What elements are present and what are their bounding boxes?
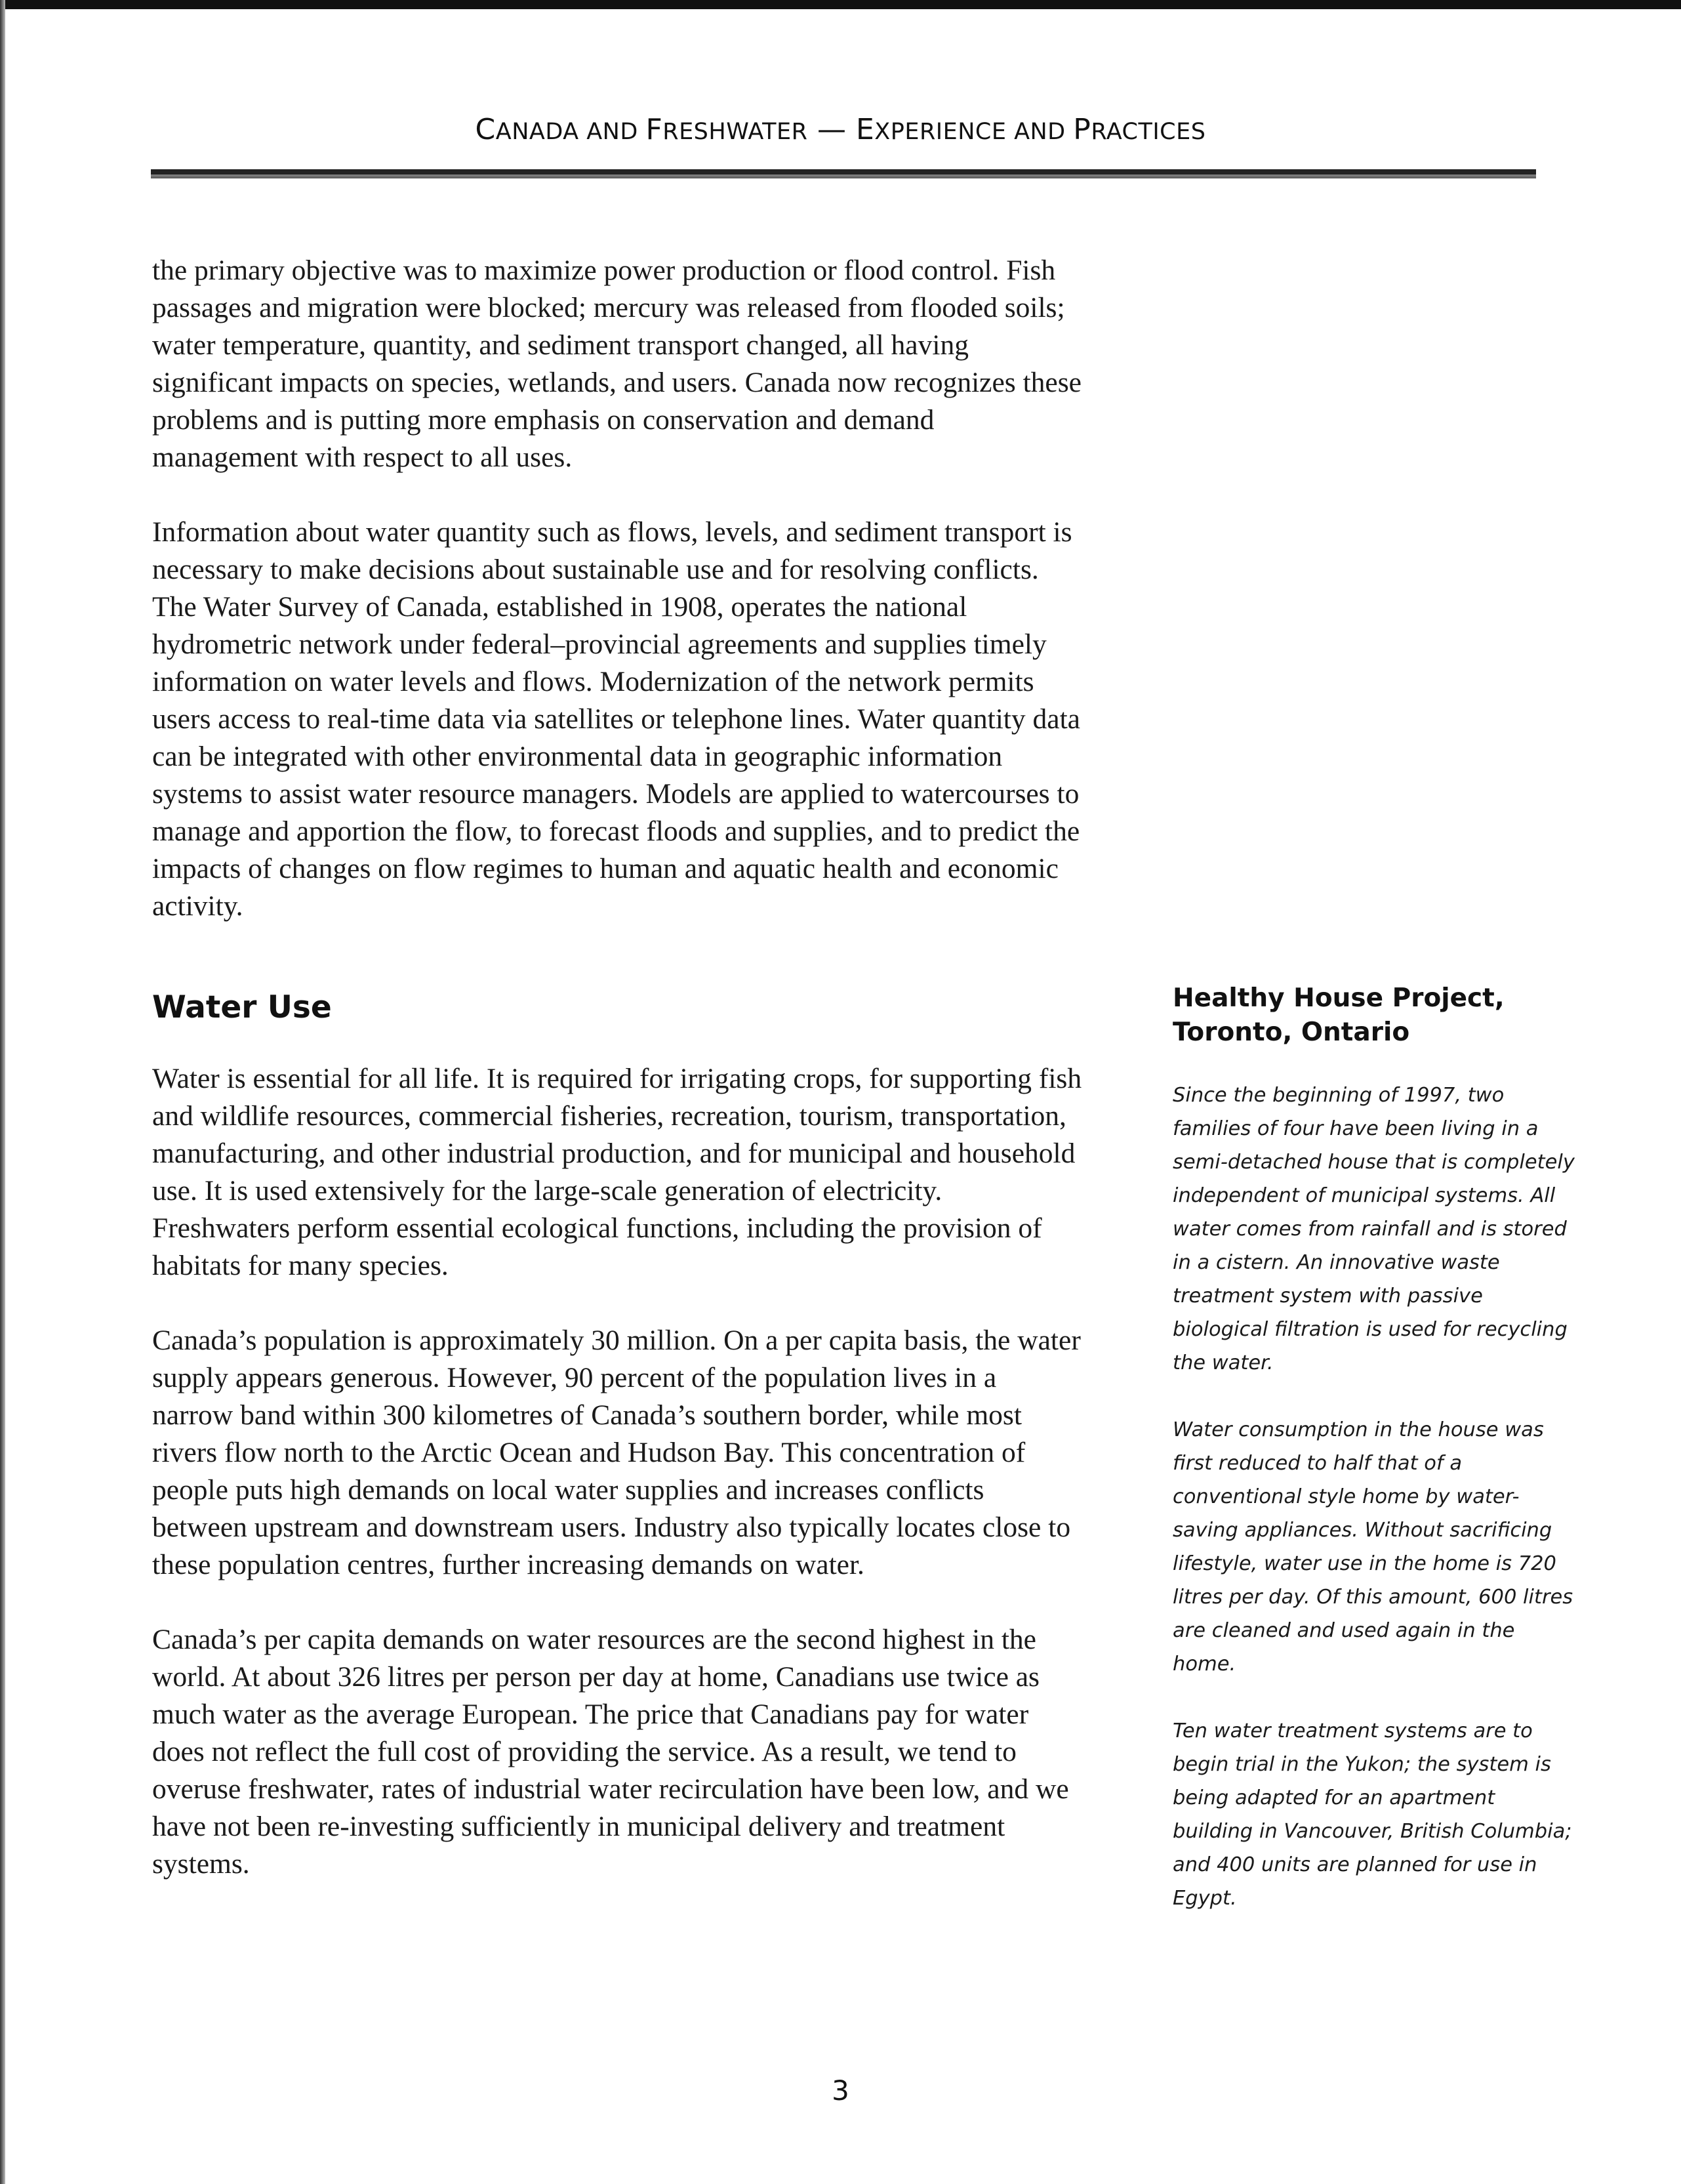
sidebar-heading-line-2: Toronto, Ontario (1173, 1018, 1410, 1047)
header-cap-2: F (645, 113, 663, 146)
sidebar-paragraph: Since the beginning of 1997, two families of four have been living in a semi-detached house that is completely independent of municipal systems. All water comes from rainfall and is stored in a cistern. An innovative waste treatment system with passive biological filtration is used for recycling the water. (1173, 1084, 1575, 1374)
header-rest-3: XPERIENCE AND (874, 119, 1074, 145)
sidebar-heading-line-1: Healthy House Project, (1173, 983, 1505, 1013)
sidebar-paragraph: Ten water treatment systems are to begin trial in the Yukon; the system is being adapted for an apartment building in Vancouver, British Columbia; and 400 units are planned for use in Egypt. (1173, 1720, 1572, 1910)
sidebar-heading (1173, 981, 1579, 1050)
header-rest-1: ANADA AND (495, 119, 646, 145)
sidebar-paragraph: Water consumption in the house was first reduced to half that of a conventional style home by water-saving appliances. Without sacrificing lifestyle, water use in the home is 720 litres per day. Of this amount, 600 litres are cleaned and used again in the home. (1173, 1418, 1573, 1676)
page-number: 3 (832, 2074, 849, 2107)
header-cap-1: C (475, 113, 496, 146)
body-paragraph: Water is essential for all life. It is required for irrigating crops, for supporting fish and wildlife resources, commercial fisheries, recreation, tourism, transportation, manufacturing, and other industrial production, and for municipal and household use. It is used extensively for the large-scale generation of electricity. Freshwaters perform essential ecological functions, including the provision of habitats for many species. (152, 1063, 1082, 1281)
header-rule (151, 169, 1536, 178)
running-header (0, 113, 1681, 146)
section-heading: Water Use (152, 989, 332, 1025)
header-cap-4: P (1073, 113, 1091, 146)
scan-border-left (0, 0, 5, 2184)
body-paragraph: the primary objective was to maximize power production or flood control. Fish passages and migration were blocked; mercury was released from flooded soils; water temperature, quantity, and sediment transport changed, all having significant impacts on species, wetlands, and users. Canada now recognizes these problems and is putting more emphasis on conservation and demand management with respect to all uses. (152, 255, 1082, 473)
scan-border-top (0, 0, 1681, 9)
sidebar-box (1173, 981, 1579, 1948)
main-column (152, 252, 1084, 1920)
body-paragraph: Canada’s population is approximately 30 million. On a per capita basis, the water supply appears generous. However, 90 percent of the population lives in a narrow band within 300 kilometres of Canada’s southern border, while most rivers flow north to the Arctic Ocean and Hudson Bay. This concentration of people puts high demands on local water supplies and increases conflicts between upstream and downstream users. Industry also typically locates close to these population centres, further increasing demands on water. (152, 1325, 1081, 1580)
body-paragraph: Canada’s per capita demands on water resources are the second highest in the world. At about 326 litres per person per day at home, Canadians use twice as much water as the average European. The price that Canadians pay for water does not reflect the full cost of providing the service. As a result, we tend to overuse freshwater, rates of industrial water recirculation have been low, and we have not been re-investing sufficiently in municipal delivery and treatment systems. (152, 1624, 1069, 1880)
header-rest-4: RACTICES (1091, 119, 1206, 145)
header-cap-3: E (855, 113, 875, 146)
header-rest-2: RESHWATER (662, 119, 808, 145)
body-paragraph: Information about water quantity such as flows, levels, and sediment transport is necessary to make decisions about sustainable use and for resolving conflicts. The Water Survey of Canada, established in 1908, operates the national hydrometric network under federal–provincial agreements and supplies timely information on water levels and flows. Modernization of the network permits users access to real-time data via satellites or telephone lines. Water quantity data can be integrated with other environmental data in geographic information systems to assist water resource managers. Models are applied to watercourses to manage and apportion the flow, to forecast floods and supplies, and to predict the impacts of changes on flow regimes to human and aquatic health and economic activity. (152, 516, 1080, 922)
header-dash: — (807, 113, 856, 146)
